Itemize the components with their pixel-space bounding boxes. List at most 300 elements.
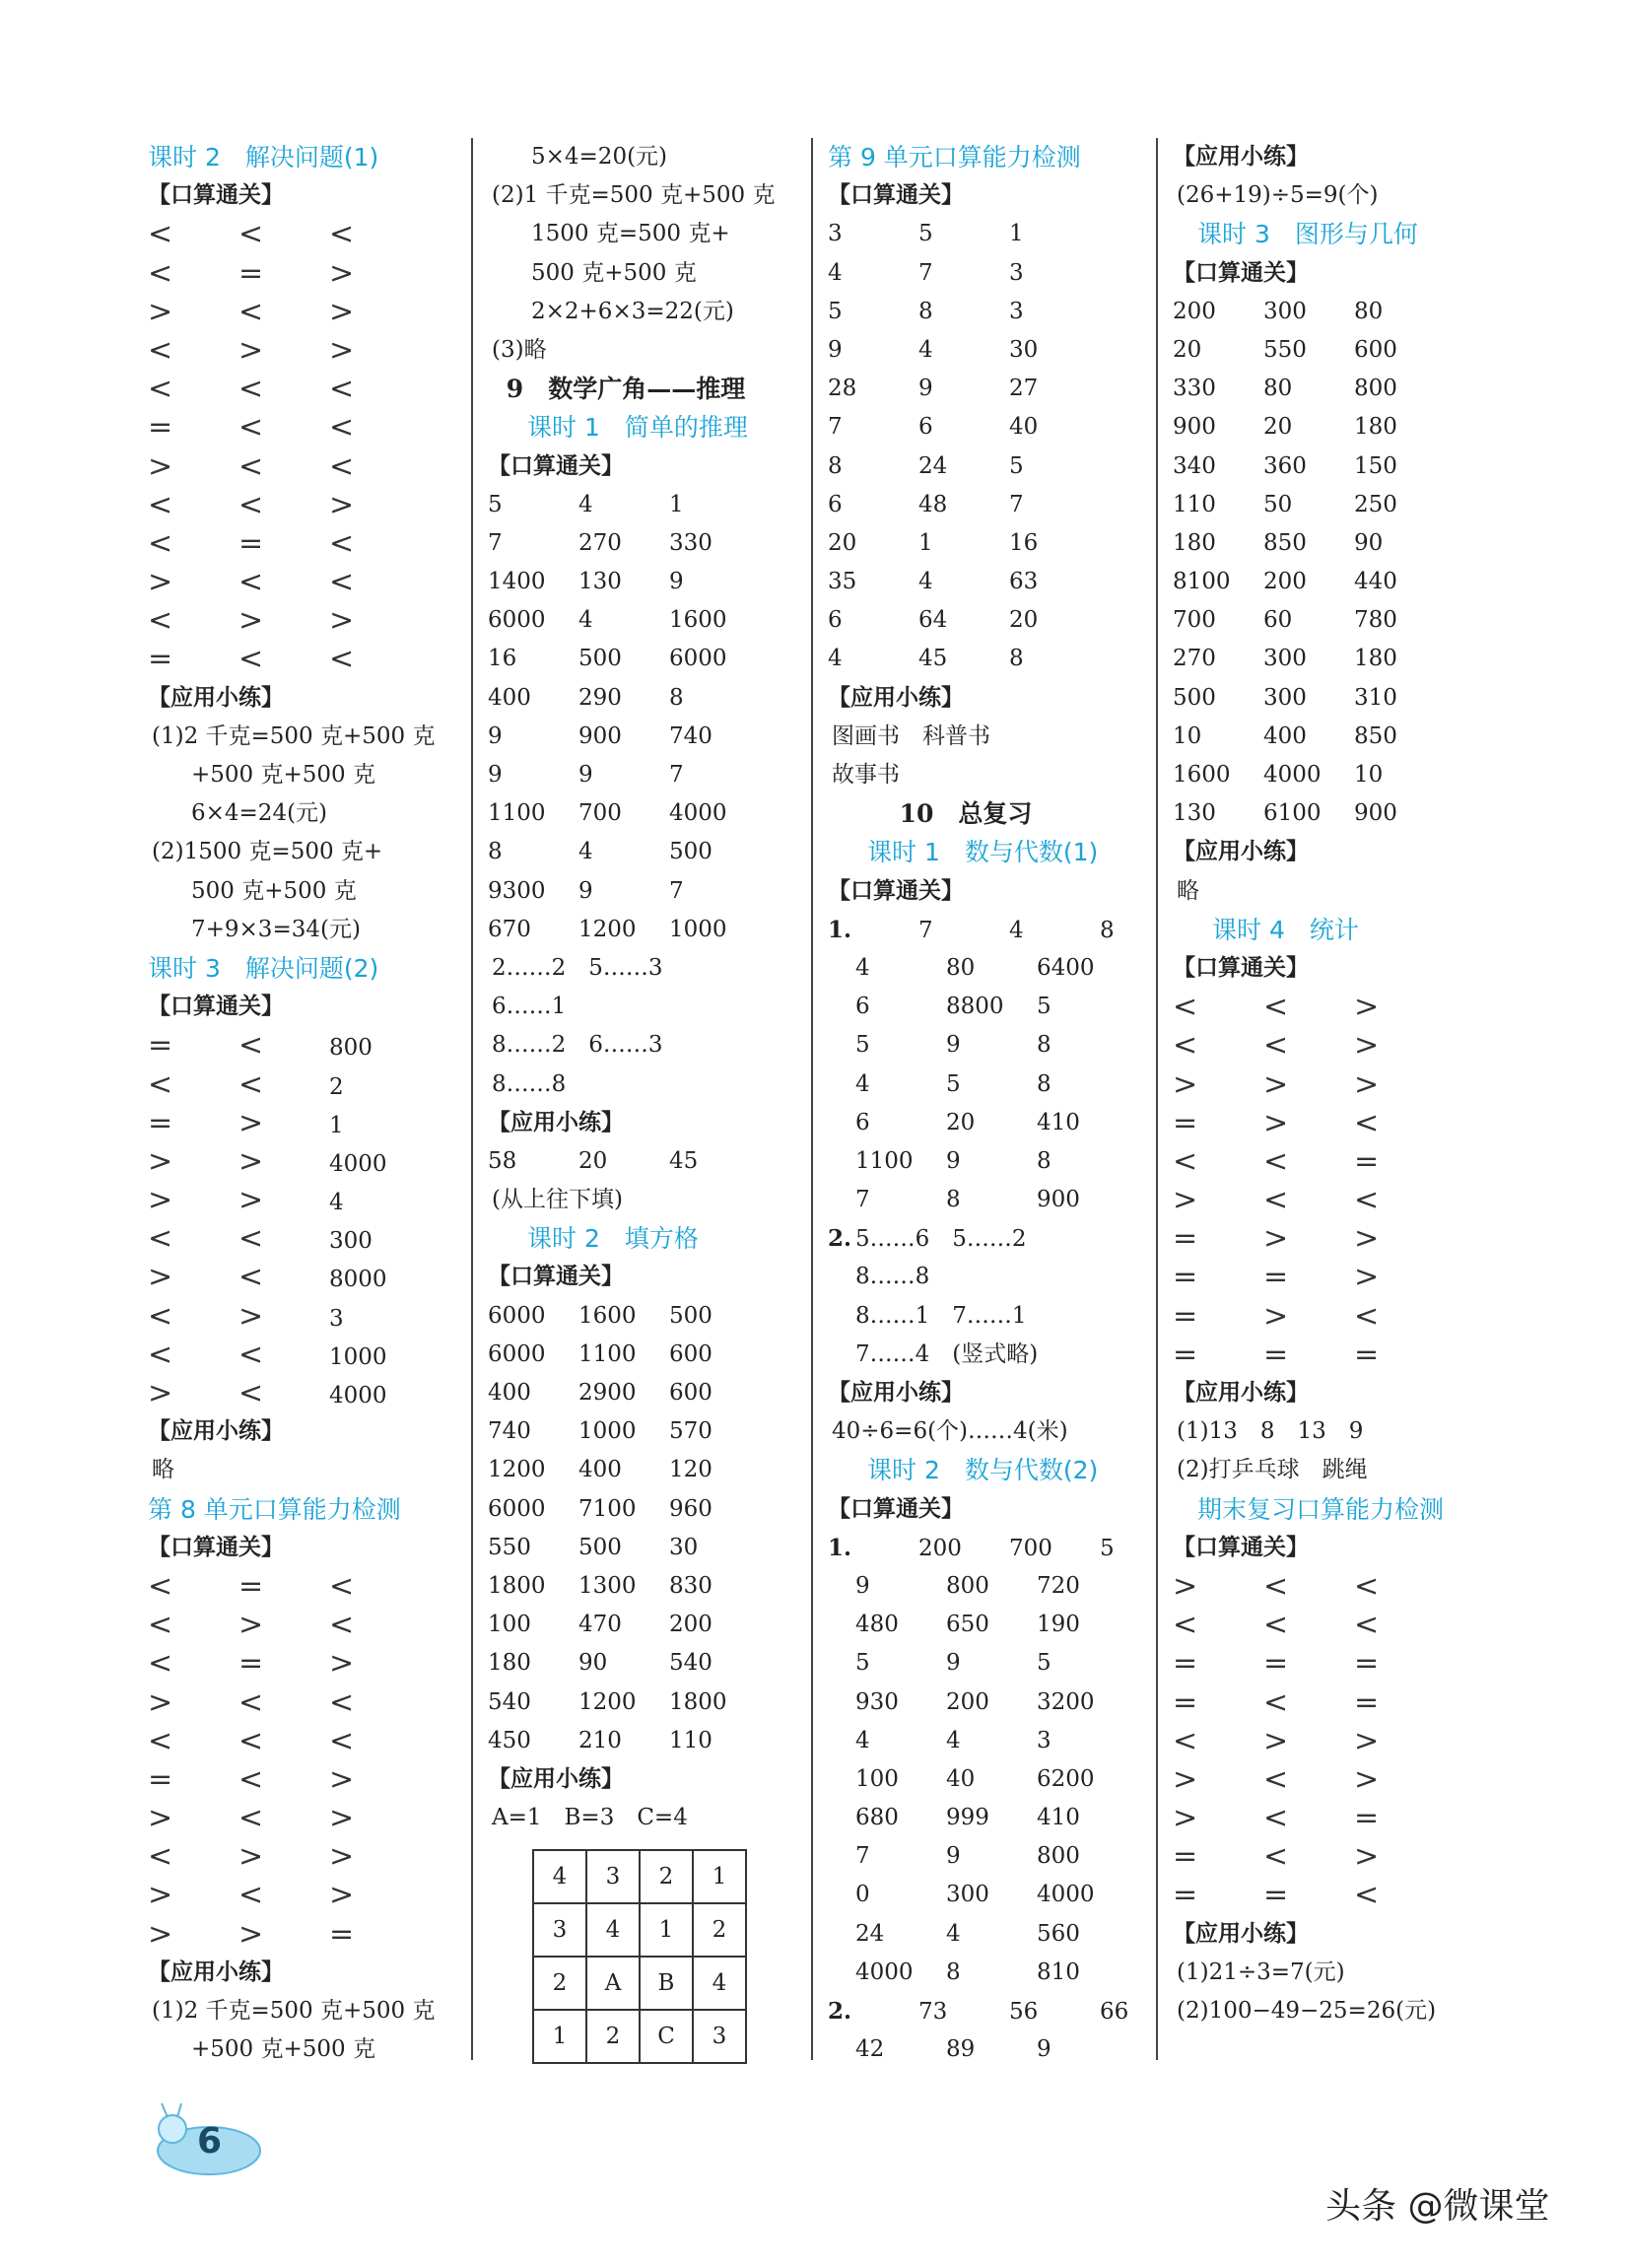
answer-cell: 270 — [1173, 646, 1216, 672]
answer-cell: 3 — [1009, 298, 1024, 324]
answer-cell: 330 — [669, 529, 713, 556]
answer-cell: 9 — [488, 762, 503, 788]
answer-cell: 6 — [855, 994, 870, 1020]
answer-cell: 180 — [488, 1650, 531, 1677]
item-number: 1. — [828, 1534, 852, 1561]
answer-row — [488, 679, 803, 718]
answer-row — [828, 293, 1143, 331]
answer-row — [1173, 1644, 1488, 1683]
answer-cell: 470 — [578, 1612, 622, 1638]
answer-cell: > — [238, 1916, 264, 1952]
answer-cell: < — [329, 525, 355, 561]
answer-text: 5×4=20(元) — [531, 144, 668, 170]
answer-row — [1173, 1722, 1488, 1760]
answer-cell: > — [148, 1260, 173, 1295]
answer-cell: > — [148, 565, 173, 600]
answer-cell: 960 — [669, 1495, 713, 1522]
answer-row — [1173, 331, 1488, 370]
answer-cell: 800 — [1037, 1843, 1080, 1870]
answer-cell: 30 — [669, 1534, 699, 1560]
answer-cell: 42 — [855, 2036, 885, 2063]
answer-cell: 100 — [488, 1612, 531, 1638]
grid-row — [533, 1903, 746, 1957]
answer-cell: 550 — [1263, 336, 1307, 363]
answer-row — [1173, 486, 1488, 524]
answer-row — [148, 1837, 463, 1876]
answer-cell: 400 — [1263, 722, 1307, 749]
answer-cell: 1000 — [578, 1418, 637, 1445]
answer-cell: > — [329, 294, 355, 329]
answer-cell: = — [1173, 1878, 1198, 1913]
answer-cell: 900 — [1037, 1187, 1080, 1213]
answer-text: 2×2+6×3=22(元) — [531, 298, 734, 324]
answer-cell: = — [1354, 1337, 1380, 1372]
answer-cell: = — [1263, 1337, 1289, 1372]
page-number: 6 — [197, 2121, 223, 2162]
answer-row — [148, 1644, 463, 1683]
answer-cell: 1 — [329, 1112, 344, 1138]
answer-cell: > — [238, 1143, 264, 1179]
answer-cell: 66 — [1100, 1999, 1129, 2025]
answer-row — [148, 293, 463, 331]
answer-cell: 600 — [1354, 336, 1397, 363]
answer-cell: 300 — [946, 1882, 989, 1908]
answer-cell: > — [329, 603, 355, 639]
section-label: 【应用小练】 — [1173, 144, 1309, 170]
answer-cell: 1600 — [1173, 762, 1231, 788]
answer-cell: 7 — [855, 1843, 870, 1870]
answer-cell: < — [329, 1568, 355, 1604]
answer-cell: > — [1173, 1801, 1198, 1836]
answer-cell: 9 — [578, 877, 593, 904]
answer-cell: 8 — [669, 684, 684, 711]
answer-row — [828, 1644, 1143, 1683]
answer-text: 40÷6=6(个)……4(米) — [832, 1418, 1068, 1445]
answer-cell: 24 — [918, 452, 948, 479]
answer-cell: < — [148, 372, 173, 407]
section-label: 【应用小练】 — [828, 1380, 964, 1406]
answer-row — [148, 1722, 463, 1760]
answer-cell: 500 — [578, 646, 622, 672]
answer-row — [1173, 1026, 1488, 1065]
answer-text: 500 克+500 克 — [191, 877, 357, 904]
answer-text: 1500 克=500 克+ — [531, 221, 730, 247]
answer-row — [148, 1374, 463, 1412]
answer-row — [1173, 601, 1488, 640]
answer-cell: 63 — [1009, 569, 1039, 595]
answer-row — [1173, 1606, 1488, 1644]
answer-row — [1173, 293, 1488, 331]
answer-cell: 810 — [1037, 1959, 1080, 1985]
grid-row — [533, 2010, 746, 2063]
answer-row — [828, 1722, 1143, 1760]
grid-cell: 2 — [693, 1903, 746, 1957]
answer-row — [1173, 1219, 1488, 1258]
answer-cell: < — [238, 217, 264, 252]
answer-cell: < — [1263, 1761, 1289, 1797]
answer-cell: 20 — [1009, 607, 1039, 634]
answer-text: +500 克+500 克 — [191, 2036, 375, 2063]
answer-cell: 9 — [855, 1572, 870, 1599]
answer-cell: 6200 — [1037, 1765, 1095, 1792]
answer-cell: 1300 — [578, 1572, 637, 1599]
answer-row — [148, 1297, 463, 1336]
answer-cell: > — [1263, 1105, 1289, 1140]
answer-row — [148, 1684, 463, 1722]
answer-cell: > — [148, 294, 173, 329]
answer-cell: 5 — [1009, 452, 1024, 479]
answer-cell: 27 — [1009, 376, 1039, 402]
answer-row — [488, 1490, 803, 1529]
answer-row — [828, 1567, 1143, 1606]
answer-cell: 1200 — [578, 916, 637, 942]
answer-cell: 8 — [828, 452, 843, 479]
answer-cell: < — [148, 1221, 173, 1257]
answer-cell: 550 — [488, 1534, 531, 1560]
section-label: 【口算通关】 — [148, 994, 284, 1020]
answer-cell: 3 — [828, 221, 843, 247]
answer-cell: < — [148, 603, 173, 639]
answer-text: 故事书 — [832, 762, 900, 788]
answer-cell: < — [1263, 990, 1289, 1025]
answer-row — [828, 1181, 1143, 1219]
answer-cell: = — [1173, 1646, 1198, 1682]
answer-cell: > — [148, 1143, 173, 1179]
answer-row — [148, 1104, 463, 1142]
grid-cell: 2 — [533, 1957, 586, 2010]
answer-cell: 40 — [1009, 414, 1039, 441]
answer-cell: 200 — [1263, 569, 1307, 595]
grid-cell: 4 — [586, 1903, 640, 1957]
answer-row — [828, 1954, 1143, 1992]
section-heading: 课时 3 解决问题(2) — [148, 953, 379, 983]
answer-cell: < — [329, 217, 355, 252]
answer-cell: 600 — [669, 1340, 713, 1367]
answer-cell: 7 — [1009, 491, 1024, 517]
answer-row — [828, 408, 1143, 447]
answer-cell: > — [148, 1801, 173, 1836]
answer-cell: 60 — [1263, 607, 1293, 634]
item-number: 1. — [828, 916, 852, 943]
answer-cell: 4 — [329, 1190, 344, 1216]
answer-cell: > — [238, 1608, 264, 1643]
answer-row — [1173, 794, 1488, 833]
answer-cell: 680 — [855, 1805, 899, 1831]
answer-cell: 4 — [855, 954, 870, 981]
answer-row — [828, 1219, 1143, 1258]
answer-cell: 290 — [578, 684, 622, 711]
answer-cell: 150 — [1354, 452, 1397, 479]
answer-row — [1173, 1104, 1488, 1142]
answer-cell: 4 — [828, 259, 843, 286]
answer-text: 6……1 — [492, 994, 567, 1020]
answer-row — [148, 1799, 463, 1837]
answer-cell: < — [329, 1723, 355, 1758]
answer-cell: < — [329, 1684, 355, 1720]
answer-cell: 500 — [669, 1302, 713, 1329]
answer-cell: 5 — [855, 1032, 870, 1059]
answer-text: (1)2 千克=500 克+500 克 — [152, 722, 436, 749]
answer-cell: 9 — [669, 569, 684, 595]
answer-cell: > — [1173, 1761, 1198, 1797]
answer-cell: > — [329, 1878, 355, 1913]
answer-row — [488, 1297, 803, 1336]
answer-cell: 80 — [1354, 298, 1384, 324]
answer-cell: 6000 — [488, 607, 546, 634]
answer-row — [828, 949, 1143, 988]
answer-cell: 360 — [1263, 452, 1307, 479]
answer-cell: 8100 — [1173, 569, 1231, 595]
section-label: 【口算通关】 — [148, 1534, 284, 1560]
answer-cell: 100 — [855, 1765, 899, 1792]
answer-cell: 9 — [828, 336, 843, 363]
answer-cell: < — [1173, 990, 1198, 1025]
answer-cell: > — [1173, 1568, 1198, 1604]
answer-cell: > — [1263, 1221, 1289, 1257]
answer-cell: 130 — [578, 569, 622, 595]
answer-row — [828, 911, 1143, 949]
answer-cell: 4 — [855, 1727, 870, 1753]
answer-cell: > — [1263, 1066, 1289, 1102]
answer-cell: < — [329, 410, 355, 446]
answer-row — [488, 756, 803, 794]
answer-cell: > — [148, 1916, 173, 1952]
answer-grid — [532, 1849, 747, 2064]
answer-cell: < — [1354, 1608, 1380, 1643]
answer-cell: 50 — [1263, 491, 1293, 517]
answer-cell: < — [238, 1723, 264, 1758]
answer-cell: 0 — [855, 1882, 870, 1908]
answer-cell: < — [1354, 1298, 1380, 1334]
answer-cell: 180 — [1173, 529, 1216, 556]
answer-text: 略 — [152, 1457, 174, 1483]
answer-cell: 4000 — [329, 1150, 387, 1177]
answer-cell: 8 — [1037, 1070, 1052, 1097]
answer-cell: 670 — [488, 916, 531, 942]
answer-cell: < — [238, 372, 264, 407]
answer-cell: 450 — [488, 1727, 531, 1753]
answer-row — [148, 1181, 463, 1219]
answer-cell: 190 — [1037, 1612, 1080, 1638]
answer-cell: < — [238, 1221, 264, 1257]
answer-cell: = — [148, 1105, 173, 1140]
answer-cell: > — [1173, 1183, 1198, 1218]
answer-row — [148, 1876, 463, 1914]
answer-cell: < — [148, 1839, 173, 1875]
answer-cell: < — [1354, 1568, 1380, 1604]
answer-cell: 5 — [828, 298, 843, 324]
answer-cell: 4 — [828, 646, 843, 672]
answer-cell: 500 — [578, 1534, 622, 1560]
column-divider — [471, 138, 473, 2060]
grid-cell: 1 — [533, 2010, 586, 2063]
answer-cell: 200 — [946, 1688, 989, 1715]
answer-cell: > — [1354, 1221, 1380, 1257]
answer-cell: 10 — [1173, 722, 1202, 749]
chapter-title: 9 数学广角——推理 — [506, 375, 746, 404]
answer-row — [828, 601, 1143, 640]
answer-cell: < — [238, 1337, 264, 1372]
answer-cell: < — [238, 1761, 264, 1797]
grid-cell: 4 — [533, 1850, 586, 1903]
answer-cell: 110 — [669, 1727, 713, 1753]
answer-row — [828, 331, 1143, 370]
answer-cell: 20 — [1173, 336, 1202, 363]
answer-cell: > — [238, 1105, 264, 1140]
answer-cell: 5 — [1100, 1535, 1115, 1561]
answer-text: +500 克+500 克 — [191, 762, 375, 788]
answer-cell: 800 — [946, 1572, 989, 1599]
answer-row — [828, 563, 1143, 601]
answer-text: (2)打乒乓球 跳绳 — [1177, 1457, 1368, 1483]
answer-cell: < — [1263, 1028, 1289, 1064]
answer-cell: < — [238, 487, 264, 522]
answer-cell: < — [1263, 1839, 1289, 1875]
answer-cell: 89 — [946, 2036, 976, 2063]
answer-cell: 500 — [1173, 684, 1216, 711]
grid-cell: 3 — [586, 1850, 640, 1903]
answer-cell: 20 — [578, 1147, 608, 1174]
answer-cell: 9 — [488, 722, 503, 749]
answer-cell: > — [329, 1839, 355, 1875]
answer-cell: 8 — [1009, 646, 1024, 672]
answer-cell: 1200 — [578, 1688, 637, 1715]
answer-cell: 7 — [669, 762, 684, 788]
answer-cell: > — [148, 1878, 173, 1913]
answer-cell: 1100 — [578, 1340, 637, 1367]
answer-row — [1173, 1837, 1488, 1876]
answer-cell: 720 — [1037, 1572, 1080, 1599]
answer-row — [488, 563, 803, 601]
answer-cell: 6000 — [488, 1340, 546, 1367]
answer-cell: < — [1354, 1878, 1380, 1913]
answer-cell: = — [148, 410, 173, 446]
answer-cell: 700 — [1009, 1535, 1052, 1561]
answer-cell: 5 — [488, 491, 503, 517]
answer-row — [488, 833, 803, 871]
answer-cell: 80 — [1263, 376, 1293, 402]
answer-cell: > — [329, 487, 355, 522]
answer-cell: > — [1263, 1723, 1289, 1758]
answer-text: 图画书 科普书 — [832, 722, 990, 749]
answer-row — [828, 988, 1143, 1026]
answer-cell: 200 — [918, 1535, 962, 1561]
answer-text: A=1 B=3 C=4 — [492, 1805, 688, 1831]
answer-cell: 850 — [1263, 529, 1307, 556]
answer-cell: < — [238, 1801, 264, 1836]
answer-row — [488, 1412, 803, 1451]
grid-cell: 2 — [640, 1850, 693, 1903]
answer-cell: 650 — [946, 1612, 989, 1638]
section-heading: 课时 4 统计 — [1212, 915, 1359, 944]
answer-cell: < — [238, 1376, 264, 1410]
answer-cell: < — [329, 565, 355, 600]
answer-cell: 7100 — [578, 1495, 637, 1522]
answer-cell: 1100 — [855, 1147, 914, 1174]
answer-cell: 700 — [578, 800, 622, 827]
answer-cell: = — [148, 642, 173, 677]
answer-row — [148, 640, 463, 678]
answer-cell: 3 — [1037, 1727, 1052, 1753]
section-heading: 课时 2 解决问题(1) — [148, 143, 379, 172]
section-label: 【应用小练】 — [488, 1765, 624, 1792]
answer-cell: < — [148, 217, 173, 252]
answer-cell: = — [238, 1646, 264, 1682]
answer-row — [148, 408, 463, 447]
answer-cell: 6000 — [669, 646, 727, 672]
answer-text: (2)1 千克=500 克+500 克 — [492, 182, 776, 209]
answer-row — [488, 601, 803, 640]
answer-row — [1173, 756, 1488, 794]
section-label: 【应用小练】 — [148, 1959, 284, 1985]
answer-cell: 35 — [828, 569, 857, 595]
answer-cell: < — [1354, 1105, 1380, 1140]
answer-cell: = — [1354, 1646, 1380, 1682]
answer-row — [488, 640, 803, 678]
column-divider — [1156, 138, 1158, 2060]
grid-cell: C — [640, 2010, 693, 2063]
answer-cell: < — [148, 332, 173, 368]
answer-cell: 4000 — [1263, 762, 1322, 788]
answer-row — [148, 1065, 463, 1104]
answer-row — [148, 1142, 463, 1181]
answer-row — [1173, 679, 1488, 718]
answer-row — [148, 447, 463, 486]
answer-cell: > — [329, 1761, 355, 1797]
answer-cell: 7 — [855, 1187, 870, 1213]
answer-cell: < — [1263, 1183, 1289, 1218]
answer-cell: 8 — [1037, 1032, 1052, 1059]
item-number: 2. — [828, 1225, 852, 1253]
answer-cell: 5 — [918, 221, 933, 247]
answer-cell: 410 — [1037, 1805, 1080, 1831]
answer-row — [828, 1760, 1143, 1799]
answer-cell: 270 — [578, 529, 622, 556]
answer-cell: 4 — [946, 1920, 961, 1947]
answer-cell: = — [148, 1028, 173, 1064]
answer-cell: 540 — [488, 1688, 531, 1715]
answer-cell: 7 — [669, 877, 684, 904]
answer-row — [828, 640, 1143, 678]
answer-cell: 780 — [1354, 607, 1397, 634]
answer-cell: < — [238, 448, 264, 484]
answer-cell: < — [148, 1066, 173, 1102]
answer-cell: < — [1263, 1143, 1289, 1179]
answer-row — [148, 563, 463, 601]
grid-cell: 3 — [693, 2010, 746, 2063]
answer-cell: 800 — [329, 1035, 373, 1062]
answer-cell: > — [1173, 1066, 1198, 1102]
answer-cell: 24 — [855, 1920, 885, 1947]
answer-row — [1173, 563, 1488, 601]
section-heading: 课时 1 简单的推理 — [527, 413, 748, 443]
section-label: 【口算通关】 — [148, 182, 284, 209]
answer-cell: 4000 — [329, 1383, 387, 1409]
answer-cell: = — [1263, 1646, 1289, 1682]
answer-row — [148, 1567, 463, 1606]
answer-cell: 9300 — [488, 877, 546, 904]
answer-cell: = — [238, 255, 264, 291]
answer-cell: 300 — [1263, 298, 1307, 324]
answer-cell: 8 — [488, 839, 503, 865]
answer-cell: 8000 — [329, 1267, 387, 1293]
answer-row — [488, 1722, 803, 1760]
answer-row — [1173, 1297, 1488, 1336]
answer-cell: < — [238, 1260, 264, 1295]
answer-cell: > — [238, 603, 264, 639]
answer-cell: 9 — [946, 1032, 961, 1059]
answer-cell: 930 — [855, 1688, 899, 1715]
